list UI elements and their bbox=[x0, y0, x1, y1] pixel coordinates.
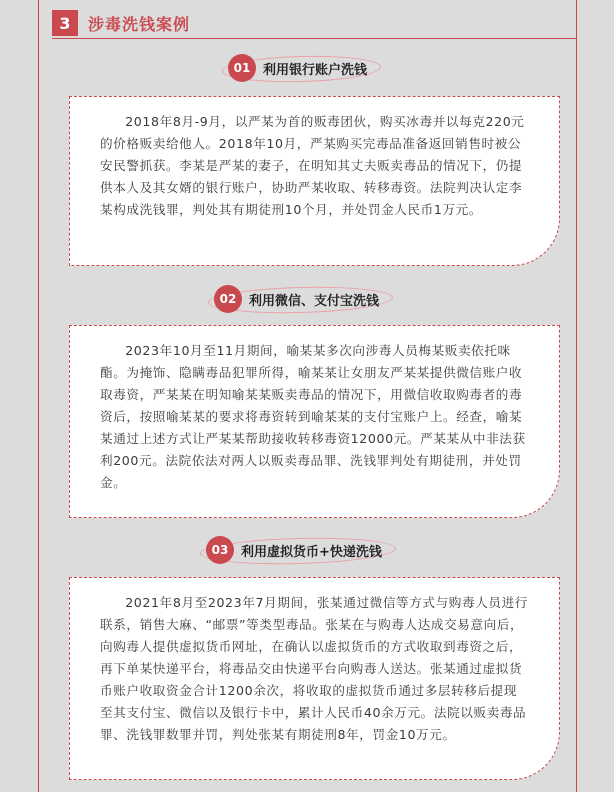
case-title-01 bbox=[228, 53, 367, 83]
case-card-03 bbox=[69, 577, 560, 780]
section-title: 涉毒洗钱案例 bbox=[88, 14, 191, 34]
case-text-02: 2023年10月至11月期间，喻某某多次向涉毒人员梅某贩卖依托咪酯。为掩饰、隐瞒毒品犯罪所得，喻某某让女朋友严某某提供微信账户收取毒资，严某某在明知喻某某贩卖毒品的情况下，用微信收取购毒者的毒资后，按照喻某某的要求将毒资转到喻某某的支付宝账户上。经查，喻某某通过上述方式让严某某帮助接收转移毒资12000元。严某某从中非法获利200元。法院依法对两人以贩卖毒品罪、洗钱罪判处有期徒刑，并处罚金。 bbox=[100, 343, 526, 490]
section-number-badge: 3 bbox=[52, 10, 78, 36]
case-title-label: 利用微信、支付宝洗钱 bbox=[249, 293, 380, 309]
case-number-badge: 02 bbox=[214, 285, 242, 313]
frame-line-right bbox=[576, 0, 577, 792]
case-card-02 bbox=[69, 325, 560, 518]
case-title-label: 利用银行账户洗钱 bbox=[263, 62, 368, 78]
case-title-label: 利用虚拟货币+快递洗钱 bbox=[241, 544, 382, 560]
frame-line-left bbox=[38, 0, 39, 792]
case-card-01 bbox=[69, 96, 560, 266]
case-title-03 bbox=[206, 535, 382, 565]
case-number-badge: 03 bbox=[206, 536, 234, 564]
case-text-03: 2021年8月至2023年7月期间，张某通过微信等方式与购毒人员进行联系，销售大麻、“邮票”等类型毒品。张某在与购毒人达成交易意向后，向购毒人提供虚拟货币网址，在确认以虚拟货币的方式收取到毒资之后，再下单某快递平台，将毒品交由快递平台向购毒人送达。张某通过虚拟货币账户收取资金合计1200余次，将收取的虚拟货币通过多层转移后提现至其支付宝、微信以及银行卡中，累计人民币40余万元。法院以贩卖毒品罪、洗钱罪数罪并罚，判处张某有期徒刑8年，罚金10万元。 bbox=[100, 595, 528, 742]
case-text-01: 2018年8月-9月，以严某为首的贩毒团伙，购买冰毒并以每克220元的价格贩卖给他人。2018年10月，严某购买完毒品准备返回销售时被公安民警抓获。李某是严某的妻子，在明知其丈夫贩卖毒品的情况下，仍提供本人及其女婿的银行账户，协助严某收取、转移毒资。法院判决认定李某构成洗钱罪，判处其有期徒刑10个月，并处罚金人民币1万元。 bbox=[100, 114, 525, 217]
case-title-02 bbox=[214, 284, 379, 314]
case-number-badge: 01 bbox=[228, 54, 256, 82]
section-header-rule bbox=[52, 38, 576, 39]
section-header bbox=[52, 10, 190, 36]
